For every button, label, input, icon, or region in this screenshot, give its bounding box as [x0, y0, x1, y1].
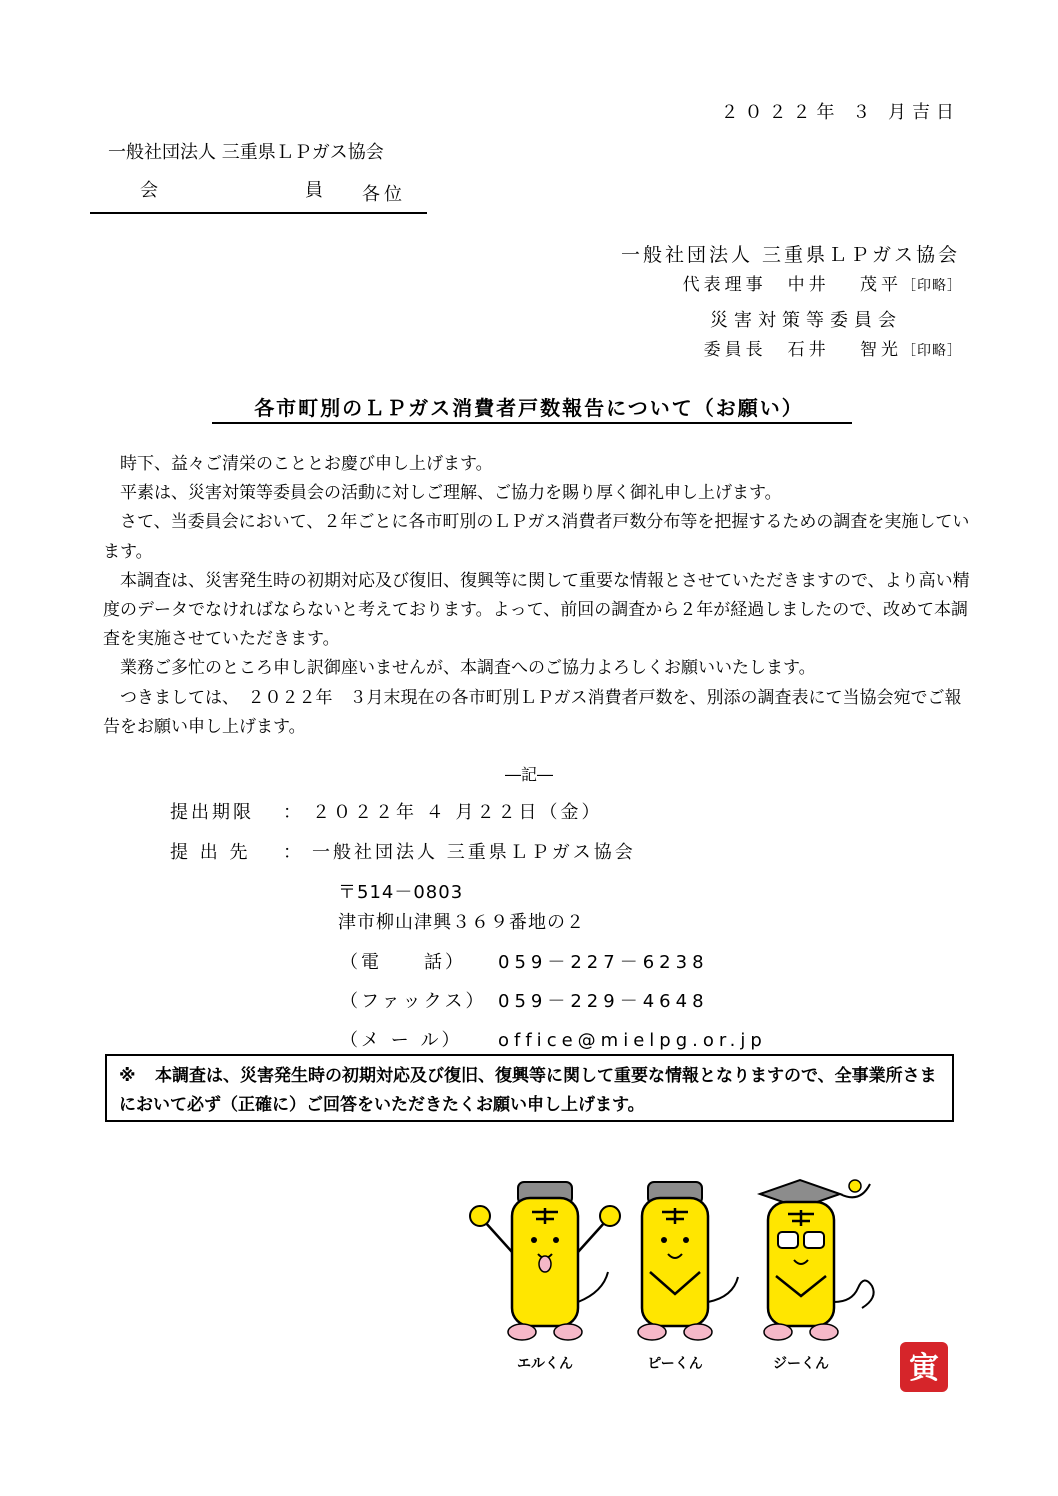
recipient-organization: 一般社団法人 三重県ＬＰガス協会 — [108, 142, 384, 163]
chair-name: 委員長 石井 智光 — [703, 340, 902, 360]
deadline-label: 提出期限 — [170, 802, 254, 823]
representative-name: 代表理事 中井 茂平 — [682, 275, 902, 295]
deadline-colon: ： — [283, 802, 301, 823]
recipient-kakui: 各位 — [362, 184, 406, 205]
fax-row — [340, 987, 709, 1013]
document-date: ２０２２年 ３ 月吉日 — [720, 102, 960, 123]
mail-row — [340, 1026, 767, 1052]
mascot-ji-kun — [760, 1180, 874, 1340]
phone-label: （電 話） — [340, 952, 466, 973]
chair-seal: ［印略］ — [902, 343, 962, 359]
deadline-value: ２０２２年 ４ 月２２日（金） — [312, 802, 603, 823]
representative-seal: ［印略］ — [902, 278, 962, 294]
recipient-kai: 会 — [140, 180, 158, 201]
fax-label: （ファックス） — [340, 991, 487, 1012]
mascot-name: ジーくん — [773, 1355, 829, 1371]
body-paragraph: 時下、益々ご清栄のこととお慶び申し上げます。 — [103, 454, 493, 474]
sender-committee: 災害対策等委員会 — [710, 310, 902, 331]
sender-chair — [704, 335, 962, 360]
stamp-char: 寅 — [909, 1351, 939, 1386]
important-note — [105, 1054, 954, 1122]
mail-label: （メ ー ル） — [340, 1030, 463, 1051]
note-mark: ※ — [119, 1066, 136, 1086]
destination-value: 一般社団法人 三重県ＬＰガス協会 — [312, 842, 636, 863]
ki-heading: ―記― — [504, 765, 553, 784]
document-title: 各市町別のＬＰガス消費者戸数報告について（お願い） — [254, 396, 804, 420]
destination-colon: ： — [283, 842, 301, 863]
destination-label: 提 出 先 — [170, 842, 251, 863]
body-paragraph: つきましては、 ２０２２年 ３月末現在の各市町別ＬＰガス消費者戸数を、別添の調査表にて当協会宛でご報告をお願い申し上げます。 — [103, 687, 962, 737]
mail-value[interactable]: office@mielpg.or.jp — [498, 1030, 767, 1051]
title-underline — [212, 422, 852, 424]
mascot-el-kun — [470, 1182, 620, 1340]
phone-value: 059－227－6238 — [498, 952, 709, 973]
fax-value: 059－229－4648 — [498, 991, 709, 1012]
recipient-underline — [90, 212, 427, 214]
body-paragraph: 本調査は、災害発生時の初期対応及び復旧、復興等に関して重要な情報とさせていただきますので、より高い精度のデータでなければならないと考えております。よって、前回の調査から２年が経過しましたので、改めて本調査を実施させていただきます。 — [103, 570, 970, 650]
recipient-in: 員 — [305, 180, 323, 201]
note-text: 本調査は、災害発生時の初期対応及び復旧、復興等に関して重要な情報となりますので、全事業所さまにおいて必ず（正確に）ご回答をいただきたくお願い申し上げます。 — [119, 1066, 937, 1115]
body-text — [103, 450, 973, 742]
postal-code: 〒514－0803 — [338, 882, 464, 903]
body-paragraph: 業務ご多忙のところ申し訳御座いませんが、本調査へのご協力よろしくお願いいたします。 — [103, 658, 816, 679]
mascot-pi-kun — [638, 1182, 738, 1340]
tiger-zodiac-stamp — [898, 1340, 950, 1394]
body-paragraph: さて、当委員会において、２年ごとに各市町別のＬＰガス消費者戸数分布等を把握するための調査を実施しています。 — [103, 512, 970, 562]
sender-representative — [683, 270, 962, 295]
mascot-name: エルくん — [517, 1355, 573, 1371]
mascot-illustration — [460, 1172, 880, 1382]
address: 津市柳山津興３６９番地の２ — [338, 912, 585, 933]
body-paragraph: 平素は、災害対策等委員会の活動に対しご理解、ご協力を賜り厚く御礼申し上げます。 — [103, 483, 782, 504]
mascot-name: ピーくん — [647, 1355, 703, 1371]
phone-row — [340, 948, 709, 974]
sender-organization: 一般社団法人 三重県ＬＰガス協会 — [620, 244, 960, 266]
